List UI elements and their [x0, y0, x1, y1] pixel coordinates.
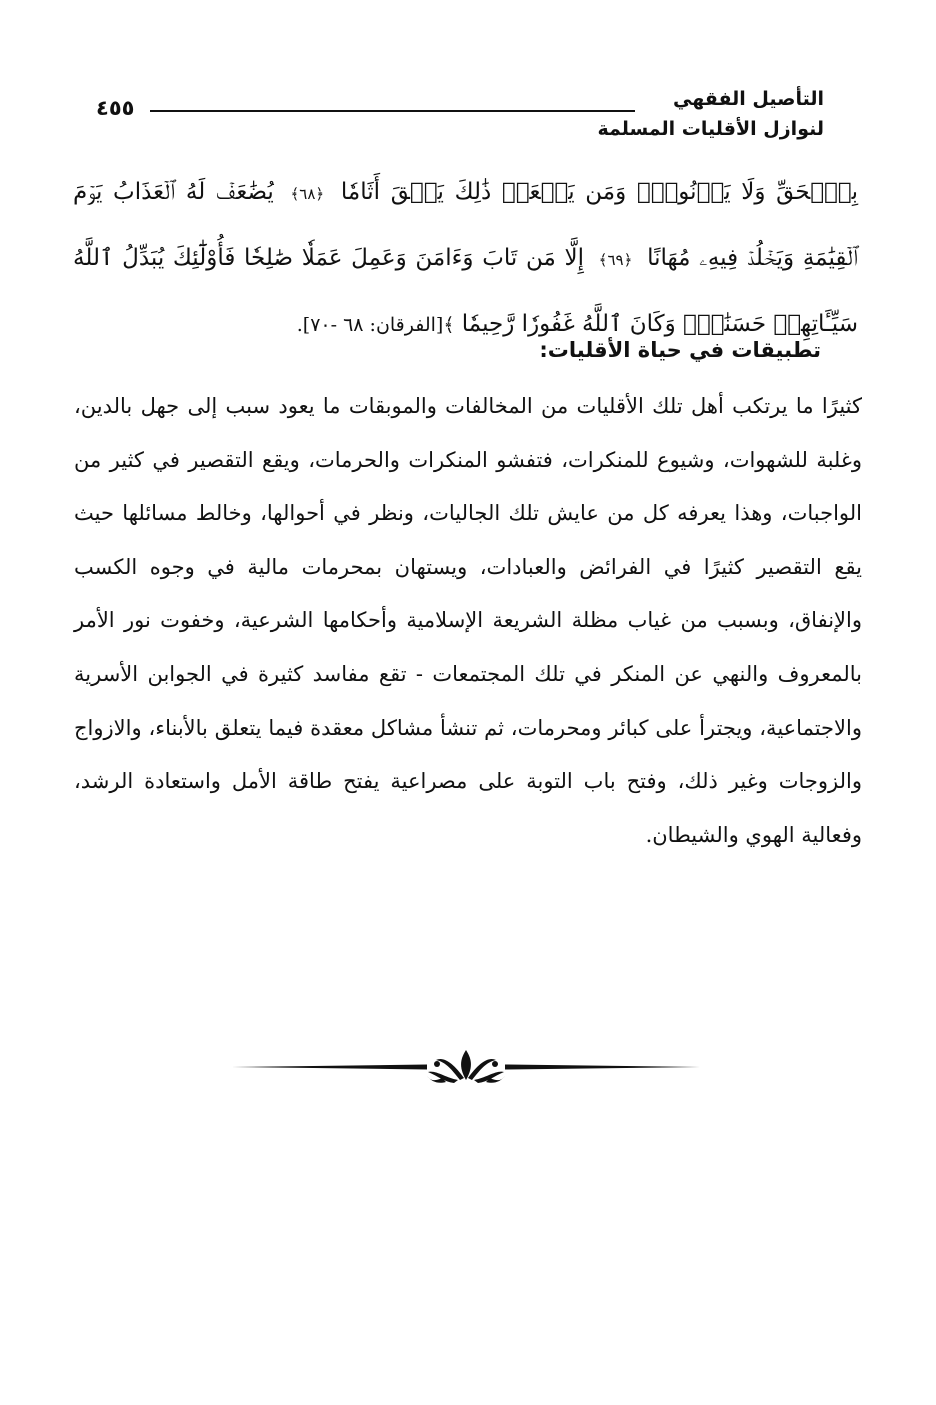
page-number: ٤٥٥ — [96, 96, 135, 120]
header-title-line1: التأصيل الفقهي — [673, 88, 824, 110]
quran-verse-text: يُضَٰعَفۡ لَهُ ٱلۡعَذَابُ يَوۡمَ ٱلۡقِيَٰمَةِ وَيَخۡلُدۡ فِيهِۦ مُهَانًا — [73, 179, 858, 271]
floral-divider-icon — [232, 1042, 700, 1092]
header-rule — [150, 110, 635, 112]
running-header — [564, 84, 824, 144]
ayah-number-69: ﴿٦٩﴾ — [598, 251, 633, 269]
header-title-line2: لنوازل الأقليات المسلمة — [597, 118, 824, 140]
quran-verse-text: بِٱلۡحَقِّ وَلَا يَزۡنُونَۚ وَمَن يَفۡعَلۡ ذَٰلِكَ يَلۡقَ أَثَامٗا — [340, 179, 859, 205]
quran-verse-text: إِلَّا مَن تَابَ وَءَامَنَ وَعَمِلَ عَمَلٗا صَٰلِحٗا فَأُوْلَٰٓئِكَ يُبَدِّلُ ٱللَّهُ سَيِّـَٔاتِهِمۡ حَسَنَٰتٖۗ وَكَانَ ٱللَّهُ غَفُورٗا رَّحِيمٗا — [73, 245, 858, 337]
ayah-number-68: ﴿٦٨﴾ — [290, 185, 325, 203]
quran-verses — [73, 160, 858, 357]
body-paragraph: كثيرًا ما يرتكب أهل تلك الأقليات من المخالفات والموبقات ما يعود سبب إلى جهل بالدين، وغلبة للشهوات، وشيوع للمنكرات، فتفشو المنكرات والحرمات، ويقع التقصير في كثير من الواجبات، وهذا يعرفه كل من عايش تلك الجاليات، ونظر في أحوالها، وخالط مسائلها حيث يقع التقصير كثيرًا في الفرائض والعبادات، ويستهان بمحرمات مالية في وجوه الكسب والإنفاق، وبسبب من غياب مظلة الشريعة الإسلامية وأحكامها الشرعية، وخفوت نور الأمر بالمعروف والنهي عن المنكر في تلك المجتمعات - تقع مفاسد كثيرة في الجوابن الأسرية والاجتماعية، ويجترأ على كبائر ومحرمات، ثم تنشأ مشاكل معقدة فيما يتعلق بالأبناء، والازواج والزوجات وغير ذلك، وفتح باب التوبة على مصراعية يفتح طاقة الأمل واستعادة الرشد، وفعالية الهوي والشيطان. — [74, 394, 862, 847]
section-heading: تطبيقات في حياة الأقليات: — [539, 338, 821, 362]
quran-citation: ﴾[الفرقان: ٦٨ -٧٠]. — [296, 314, 455, 336]
